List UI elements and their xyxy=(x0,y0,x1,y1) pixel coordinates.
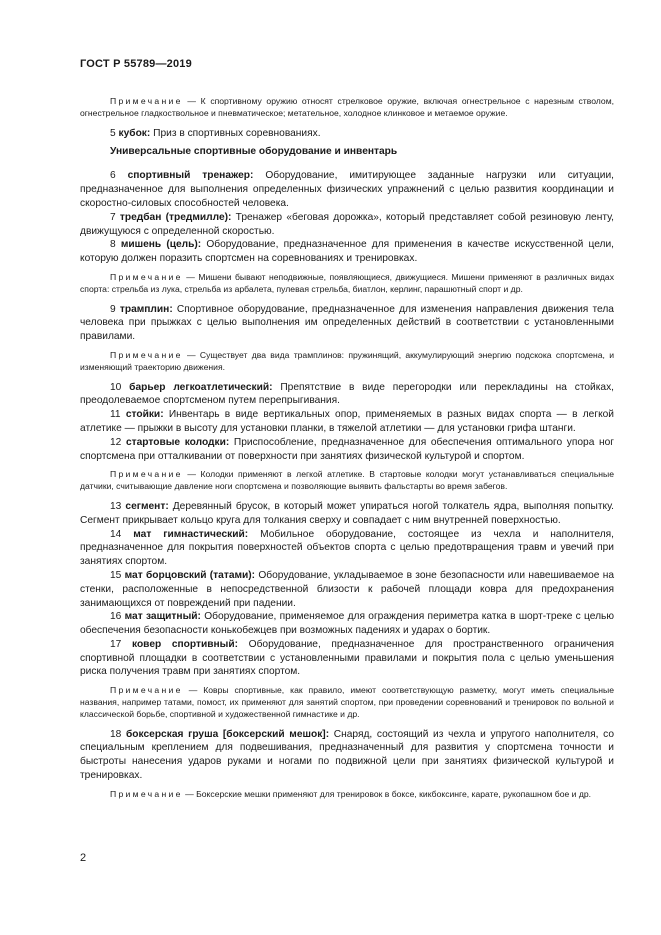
term-number: 16 xyxy=(110,611,122,623)
term-name: барьер легкоатлетический: xyxy=(129,381,273,393)
term-name: спортивный тренажер: xyxy=(127,170,254,182)
term-number: 10 xyxy=(110,381,122,393)
term-number: 9 xyxy=(110,303,116,315)
term-definition: Оборудование, укладываемое в зоне безопасности или навешиваемое на стенки, расположенные в непосредственной близости к рабочей площади ковра для предохранения занимающихся от повреждений при падении. xyxy=(80,569,615,609)
term-definition: Мобильное оборудование, состоящее из чехла и наполнителя, предназначенное для покрытия поверхностей объектов спорта с целью предотвращения травм и увечий при занятиях спортом. xyxy=(80,528,614,568)
note-paragraph xyxy=(80,272,614,296)
term-entry xyxy=(80,238,614,266)
term-name: боксерская груша [боксерский мешок]: xyxy=(126,728,330,740)
term-number: 15 xyxy=(110,569,122,581)
term-number: 7 xyxy=(110,211,116,223)
term-entry xyxy=(80,569,614,610)
term-number: 6 xyxy=(110,170,116,182)
term-entry xyxy=(80,408,614,436)
term-number: 13 xyxy=(110,500,122,512)
term-definition: Снаряд, состоящий из чехла и упругого наполнителя, со специальным креплением для подвешивания, предназначенный для развития у спортсмена точности и быстроты нанесения ударов руками и ногами по подвижной цели при занятиях физической культурой и тренировках. xyxy=(80,728,614,782)
term-name: мат защитный: xyxy=(124,611,201,623)
term-number: 12 xyxy=(110,436,122,448)
term-entry xyxy=(80,638,614,679)
term-definition: Инвентарь в виде вертикальных опор, применяемых в разных видах спорта — в легкой атлетике — прыжки в высоту для установки планки, в тяжелой атлетики — для установки грифа штанги. xyxy=(80,409,614,434)
term-number: 17 xyxy=(110,638,122,650)
term-definition: Приз в спортивных соревнованиях. xyxy=(153,127,321,139)
term-definition: Оборудование, применяемое для ограждения периметра катка в шорт-треке с целью обеспечения безопасности конькобежцев при возможных падениях и ударах о бортик. xyxy=(80,611,614,637)
term-number: 18 xyxy=(110,728,122,740)
term-entry xyxy=(80,169,614,210)
term-name: сегмент: xyxy=(125,500,169,512)
term-definition: Спортивное оборудование, предназначенное для изменения направления движения тела человека при прыжках с целью выполнения им определенных действий в соответствии с установленными правилами. xyxy=(80,303,614,343)
term-number: 8 xyxy=(110,239,116,251)
term-name: мат борцовский (татами): xyxy=(124,569,256,581)
note-paragraph xyxy=(80,789,614,801)
term-entry xyxy=(80,436,614,464)
note-label: Примечание xyxy=(110,788,183,799)
page-number: 2 xyxy=(80,852,87,864)
term-entry xyxy=(80,127,614,141)
term-name: кубок: xyxy=(118,127,151,139)
term-name: трамплин: xyxy=(119,303,173,315)
term-entry xyxy=(80,728,614,783)
term-name: стойки: xyxy=(125,409,164,421)
note-label: Примечание xyxy=(110,96,183,106)
term-name: стартовые колодки: xyxy=(125,436,230,448)
note-paragraph xyxy=(80,685,614,720)
note-label: Примечание xyxy=(110,349,183,360)
term-entry xyxy=(80,610,614,638)
term-definition: Оборудование, предназначенное для применения в качестве искусственной цели, которую должен поразить спортсмен на соревнованиях и тренировках. xyxy=(80,239,614,265)
note-paragraph xyxy=(80,350,614,374)
note-text: — Мишени бывают неподвижные, появляющиеся, движущиеся. Мишени применяют в различных видах спорта: стрельба из лука, стрельба из арбалета, пулевая стрельба, биатлон, керлинг, парашютный спорт и др. xyxy=(80,271,615,294)
term-definition: Деревянный брусок, в который может упираться ногой толкатель ядра, выполняя попытку. Сегмент прикрывает кольцо круга для толкания сверху и совпадает с ним внутренней поверхностью. xyxy=(80,500,614,526)
term-number: 5 xyxy=(110,127,116,139)
term-entry xyxy=(80,303,614,344)
term-definition: Препятствие в виде перегородки или перекладины на стойках, преодолеваемое спортсменом путем перепрыгивания. xyxy=(80,381,614,407)
note-text: — Существует два вида трамплинов: пружинящий, аккумулирующий энергию подскока спортсмена, и изменяющий траекторию движения. xyxy=(80,349,614,372)
term-name: мат гимнастический: xyxy=(133,528,249,540)
term-entry xyxy=(80,381,614,409)
term-definition: Тренажер «беговая дорожка», который представляет собой резиновую ленту, движущуюся с определенной скоростью. xyxy=(80,211,615,237)
term-entry xyxy=(80,211,614,239)
term-definition: Оборудование, предназначенное для пространственного ограничения спортивной площадки в соответствии с установленными правилами и покрытия пола с целью уменьшения риска получения травм при занятиях спортом. xyxy=(80,638,614,678)
term-name: ковер спортивный: xyxy=(132,638,238,650)
note-paragraph xyxy=(80,96,614,120)
term-definition: Оборудование, имитирующее заданные нагрузки или ситуации, предназначенное для выполнения определенных физических упражнений с целью развития координации и скоростно-силовых способностей человека. xyxy=(80,170,614,209)
note-label: Примечание xyxy=(110,469,183,480)
note-text: — Ковры спортивные, как правило, имеют соответствующую разметку, могут иметь специальные названия, например татами, помост, их применяют для занятий спортом, при проведении соревнований и тренировок по вольной и классической борьбе, спортивной и художественной гимнастике и др. xyxy=(80,685,615,719)
note-paragraph xyxy=(80,469,614,493)
document-header: ГОСТ Р 55789—2019 xyxy=(80,58,192,70)
term-entry xyxy=(80,528,614,569)
note-text: — Боксерские мешки применяют для тренировок в боксе, кикбоксинге, карате, рукопашном бое и др. xyxy=(185,788,592,799)
term-number: 11 xyxy=(110,409,121,421)
term-name: тредбан (тредмилле): xyxy=(119,211,232,223)
term-entry xyxy=(80,500,614,528)
term-definition: Приспособление, предназначенное для обеспечения оптимального упора ног спортсмена при отталкивании от поверхности при занятиях физической культурой и спортом. xyxy=(80,436,614,462)
section-title: Универсальные спортивные оборудование и инвентарь xyxy=(110,146,398,158)
document-body xyxy=(80,96,614,808)
term-name: мишень (цель): xyxy=(120,239,202,251)
note-text: — Колодки применяют в легкой атлетике. В стартовые колодки могут устанавливаться специальные датчики, считывающие давление ноги спортсмена и позволяющие выявить фальстарты во время забегов. xyxy=(80,469,614,492)
note-label: Примечание xyxy=(110,685,183,696)
note-text: — К спортивному оружию относят стрелковое оружие, включая огнестрельное с нарезным стволом, огнестрельное гладкоствольное и пневматическое; метательное, холодное клинковое и метаемое оружие. xyxy=(80,96,614,118)
note-label: Примечание xyxy=(110,271,183,282)
term-number: 14 xyxy=(110,528,122,540)
